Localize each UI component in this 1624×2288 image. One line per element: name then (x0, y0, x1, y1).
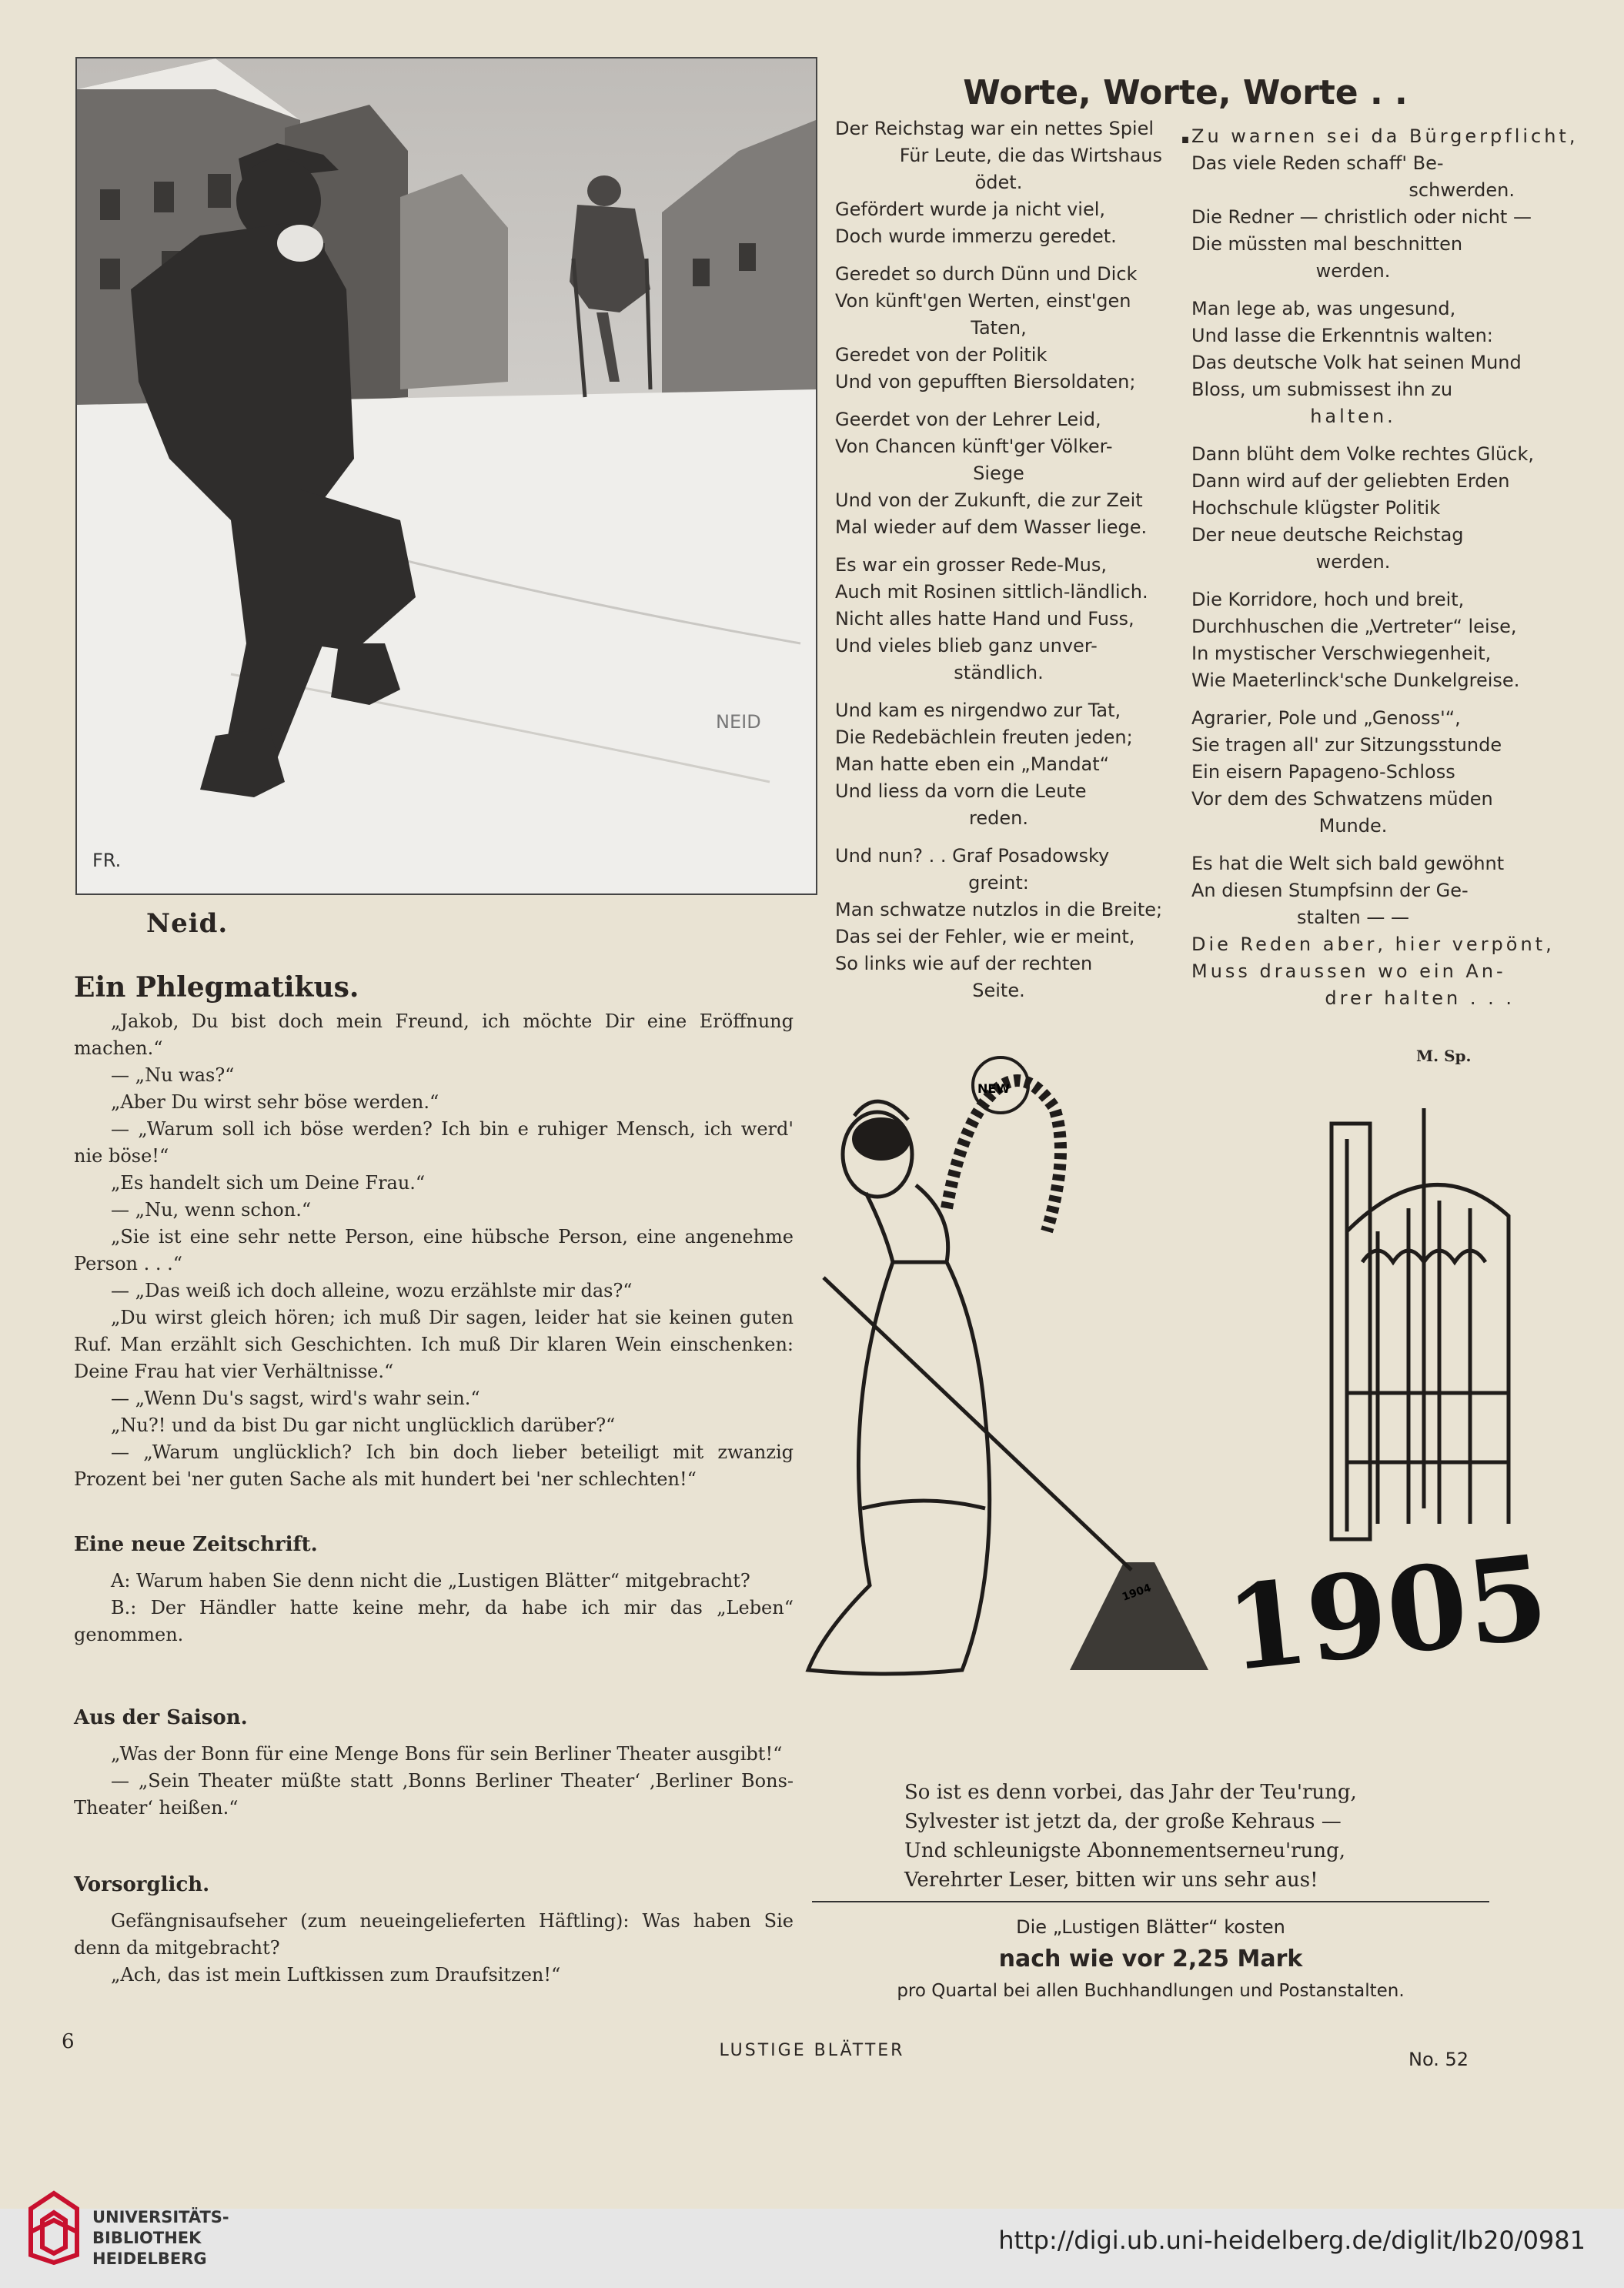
poem-line: Man schwatze nutzlos in die Breite; (835, 899, 1163, 920)
poem-line: Bloss, um submissest ihn zu (1191, 379, 1453, 400)
neid-drawing (77, 58, 816, 893)
poem-line: Von künft'gen Werten, einst'gen (835, 290, 1131, 312)
poem-stanza (835, 552, 1162, 686)
heading-saison: Aus der Saison. (74, 1706, 248, 1729)
dialogue-line: — „Warum unglücklich? Ich bin doch lieber beteiligt mit zwanzig Prozent bei 'ner guten Sache als mit hundert bei 'ner schlechten!“ (74, 1441, 794, 1490)
artist-signature-fr: FR. (92, 850, 122, 871)
poem-line: Munde. (1318, 815, 1388, 837)
poem-line: Man lege ab, was ungesund, (1191, 298, 1456, 319)
poem-line: Zu warnen sei da Bürgerpflicht, (1191, 125, 1579, 147)
poem-line: Sie tragen all' zur Sitzungsstunde (1191, 734, 1502, 756)
library-name-line: HEIDELBERG (92, 2250, 207, 2268)
poem-line: ödet. (974, 172, 1023, 193)
poem-line: Der Reichstag war ein nettes Spiel (835, 118, 1155, 139)
dialogue-line: „Aber Du wirst sehr böse werden.“ (111, 1091, 439, 1113)
running-title: LUSTIGE BLÄTTER (719, 2041, 905, 2060)
poem-line: Und liess da vorn die Leute (835, 780, 1087, 802)
poem-line: Die müssten mal beschnitten (1191, 233, 1463, 255)
poem-line: Geredet so durch Dünn und Dick (835, 263, 1138, 285)
poem-line: Taten, (971, 317, 1027, 339)
poem-title: Worte, Worte, Worte . . . (963, 73, 1408, 152)
phlegmatikus-text (74, 1008, 794, 1493)
poem-line: Muss draussen wo ein An- (1191, 960, 1506, 982)
poem-line: Dann blüht dem Volke rechtes Glück, (1191, 443, 1534, 465)
verse-line: Verehrter Leser, bitten wir uns sehr aus! (904, 1869, 1318, 1892)
poem-line: Das viele Reden schaff' Be- (1191, 152, 1444, 174)
poem-line: Für Leute, die das Wirtshaus (899, 145, 1162, 166)
poem-column-1 (835, 115, 1162, 1015)
verse-line: Sylvester ist jetzt da, der große Kehraus — (904, 1810, 1342, 1833)
poem-stanza (1191, 296, 1522, 430)
poem-stanza (835, 261, 1162, 396)
poem-line: stalten — — (1297, 907, 1409, 928)
verse-line: So ist es denn vorbei, das Jahr der Teu'rung, (904, 1781, 1357, 1804)
saison-section (74, 1705, 794, 1822)
illustration-neid (75, 57, 817, 895)
poem-line: Dann wird auf der geliebten Erden (1191, 470, 1510, 492)
poem-line: In mystischer Verschwiegenheit, (1191, 643, 1492, 664)
poem-line: Durchhuschen die „Vertreter“ leise, (1191, 616, 1517, 637)
poem-line: Der neue deutsche Reichstag (1191, 524, 1464, 546)
poem-line: Und vieles blieb ganz unver- (835, 635, 1098, 656)
sign-label: NEW (977, 1081, 1010, 1096)
poem-line: drer halten . . . (1325, 987, 1515, 1009)
poem-line: Von Chancen künft'ger Völker- (835, 436, 1113, 457)
poem-line: Das deutsche Volk hat seinen Mund (1191, 352, 1522, 373)
poem-line: Siege (973, 463, 1024, 484)
poem-line: Nicht alles hatte Hand und Fuss, (835, 608, 1134, 630)
ad-line-1: Die „Lustigen Blätter“ kosten (1016, 1916, 1285, 1938)
dialogue-line: „Jakob, Du bist doch mein Freund, ich möchte Dir eine Eröffnung machen.“ (74, 1010, 794, 1059)
poem-line: Geredet von der Politik (835, 344, 1048, 366)
poem-line: reden. (969, 807, 1028, 829)
poem-line: Es hat die Welt sich bald gewöhnt (1191, 853, 1505, 874)
dialogue-line: — „Wenn Du's sagst, wird's wahr sein.“ (111, 1388, 480, 1409)
artist-signature-neid: NEID (716, 711, 761, 733)
poem-line: Wie Maeterlinck'sche Dunkelgreise. (1191, 670, 1520, 691)
vorsorglich-line: „Ach, das ist mein Luftkissen zum Draufsitzen!“ (111, 1964, 561, 1986)
poem-line: schwerden. (1408, 179, 1515, 201)
poem-line: ständlich. (954, 662, 1044, 683)
heading-vorsorglich: Vorsorglich. (74, 1873, 210, 1896)
poem-line: Und lasse die Erkenntnis walten: (1191, 325, 1493, 346)
poem-line: Die Redebächlein freuten jeden; (835, 726, 1133, 748)
broom-year: 1904 (1120, 1582, 1153, 1604)
poem-stanza (835, 843, 1162, 1004)
poem-stanza (835, 115, 1162, 250)
heading-zeitschrift: Eine neue Zeitschrift. (74, 1533, 318, 1556)
poem-line: Die Reden aber, hier verpönt, (1191, 934, 1555, 955)
poem-line: Geerdet von der Lehrer Leid, (835, 409, 1101, 430)
saison-line: „Was der Bonn für eine Menge Bons für sein Berliner Theater ausgibt!“ (111, 1743, 783, 1765)
library-logo-icon (23, 2186, 85, 2270)
poem-line: Ein eisern Papageno-Schloss (1191, 761, 1455, 783)
library-name-line: UNIVERSITÄTS- (92, 2208, 229, 2226)
sweeping-woman-drawing (793, 1031, 1562, 1762)
divider-rule (812, 1901, 1489, 1902)
dialogue-line: „Sie ist eine sehr nette Person, eine hübsche Person, eine angenehme Person . . .“ (74, 1226, 794, 1274)
poem-line: Gefördert wurde ja nicht viel, (835, 199, 1106, 220)
ad-line-price: nach wie vor 2,25 Mark (998, 1946, 1303, 1972)
poem-line: Agrarier, Pole und „Genoss'“, (1191, 707, 1461, 729)
poem-stanza (1191, 123, 1579, 285)
issue-number: No. 52 (1408, 2049, 1469, 2070)
poem-line: werden. (1315, 260, 1391, 282)
new-year-drawing (793, 1031, 1562, 1762)
source-url-link[interactable]: http://digi.ub.uni-heidelberg.de/diglit/lb20/0981 (998, 2226, 1586, 2255)
poem-stanza (835, 697, 1162, 832)
verse-line: Und schleunigste Abonnementserneu'rung, (904, 1839, 1346, 1862)
poem-line: An diesen Stumpfsinn der Ge- (1191, 880, 1469, 901)
vorsorglich-line: Gefängnisaufseher (zum neueingelieferten Häftling): Was haben Sie denn da mitgebracht? (74, 1910, 794, 1959)
poem-line: Die Redner — christlich oder nicht — (1191, 206, 1532, 228)
poem-column-2 (1191, 123, 1579, 1023)
poem-line: Vor dem des Schwatzens müden (1191, 788, 1493, 810)
dialogue-line: — „Das weiß ich doch alleine, wozu erzählste mir das?“ (111, 1280, 633, 1301)
poem-stanza (1191, 850, 1555, 1012)
dialogue-line: „Du wirst gleich hören; ich muß Dir sagen, leider hat sie keinen guten Ruf. Man erzählt sich Geschichten. Ich muß Dir klaren Wein einschenken: Deine Frau hat vier Verhältnisse.“ (74, 1307, 794, 1382)
poem-line: Es war ein grosser Rede-Mus, (835, 554, 1108, 576)
zeitschrift-line: A: Warum haben Sie denn nicht die „Lustigen Blätter“ mitgebracht? (111, 1570, 750, 1592)
new-year-verse (904, 1778, 1357, 1895)
poem-line: Und von der Zukunft, die zur Zeit (835, 489, 1143, 511)
dialogue-line: — „Warum soll ich böse werden? Ich bin e ruhiger Mensch, ich werd' nie böse!“ (74, 1118, 794, 1167)
poem-line: Hochschule klügster Politik (1191, 497, 1441, 519)
poem-line: So links wie auf der rechten (835, 953, 1093, 974)
poem-line: werden. (1315, 551, 1391, 573)
poem-author: M. Sp. (1416, 1047, 1472, 1065)
poem-line: Die Korridore, hoch und breit, (1191, 589, 1465, 610)
poem-line: Das sei der Fehler, wie er meint, (835, 926, 1135, 947)
poem-stanza (1191, 705, 1515, 840)
poem-stanza (835, 406, 1162, 541)
poem-line: Seite. (972, 980, 1025, 1001)
poem-line: Und von gepufften Biersoldaten; (835, 371, 1136, 392)
dialogue-line: — „Nu was?“ (111, 1064, 235, 1086)
poem-line: Man hatte eben ein „Mandat“ (835, 753, 1110, 775)
zeitschrift-section (74, 1531, 794, 1648)
dialogue-line: „Es handelt sich um Deine Frau.“ (111, 1172, 426, 1194)
poem-stanza (1191, 586, 1520, 694)
illustration-caption: Neid. (146, 908, 229, 939)
poem-line: Und nun? . . Graf Posadowsky (835, 845, 1110, 867)
library-name-line: BIBLIOTHEK (92, 2229, 202, 2247)
poem-line: Und kam es nirgendwo zur Tat, (835, 700, 1121, 721)
page-number: 6 (62, 2030, 75, 2053)
dialogue-line: — „Nu, wenn schon.“ (111, 1199, 312, 1221)
poem-stanza (1191, 441, 1534, 576)
heading-phlegmatikus: Ein Phlegmatikus. (74, 971, 359, 1004)
poem-line: Doch wurde immerzu geredet. (835, 225, 1117, 247)
poem-line: halten. (1310, 406, 1396, 427)
poem-line: Auch mit Rosinen sittlich-ländlich. (835, 581, 1148, 603)
poem-line: Mal wieder auf dem Wasser liege. (835, 516, 1148, 538)
ad-line-3: pro Quartal bei allen Buchhandlungen und Postanstalten. (897, 1981, 1405, 2001)
poem-line: greint: (968, 872, 1029, 893)
saison-line: — „Sein Theater müßte statt ‚Bonns Berliner Theater‘ ‚Berliner Bons-Theater‘ heißen.“ (74, 1770, 794, 1819)
zeitschrift-line: B.: Der Händler hatte keine mehr, da habe ich mir das „Leben“ genommen. (74, 1597, 794, 1645)
vorsorglich-section (74, 1872, 794, 1989)
dialogue-line: „Nu?! und da bist Du gar nicht unglücklich darüber?“ (111, 1415, 616, 1436)
library-name (92, 2207, 229, 2270)
year-1905: 1905 (1220, 1529, 1554, 1698)
